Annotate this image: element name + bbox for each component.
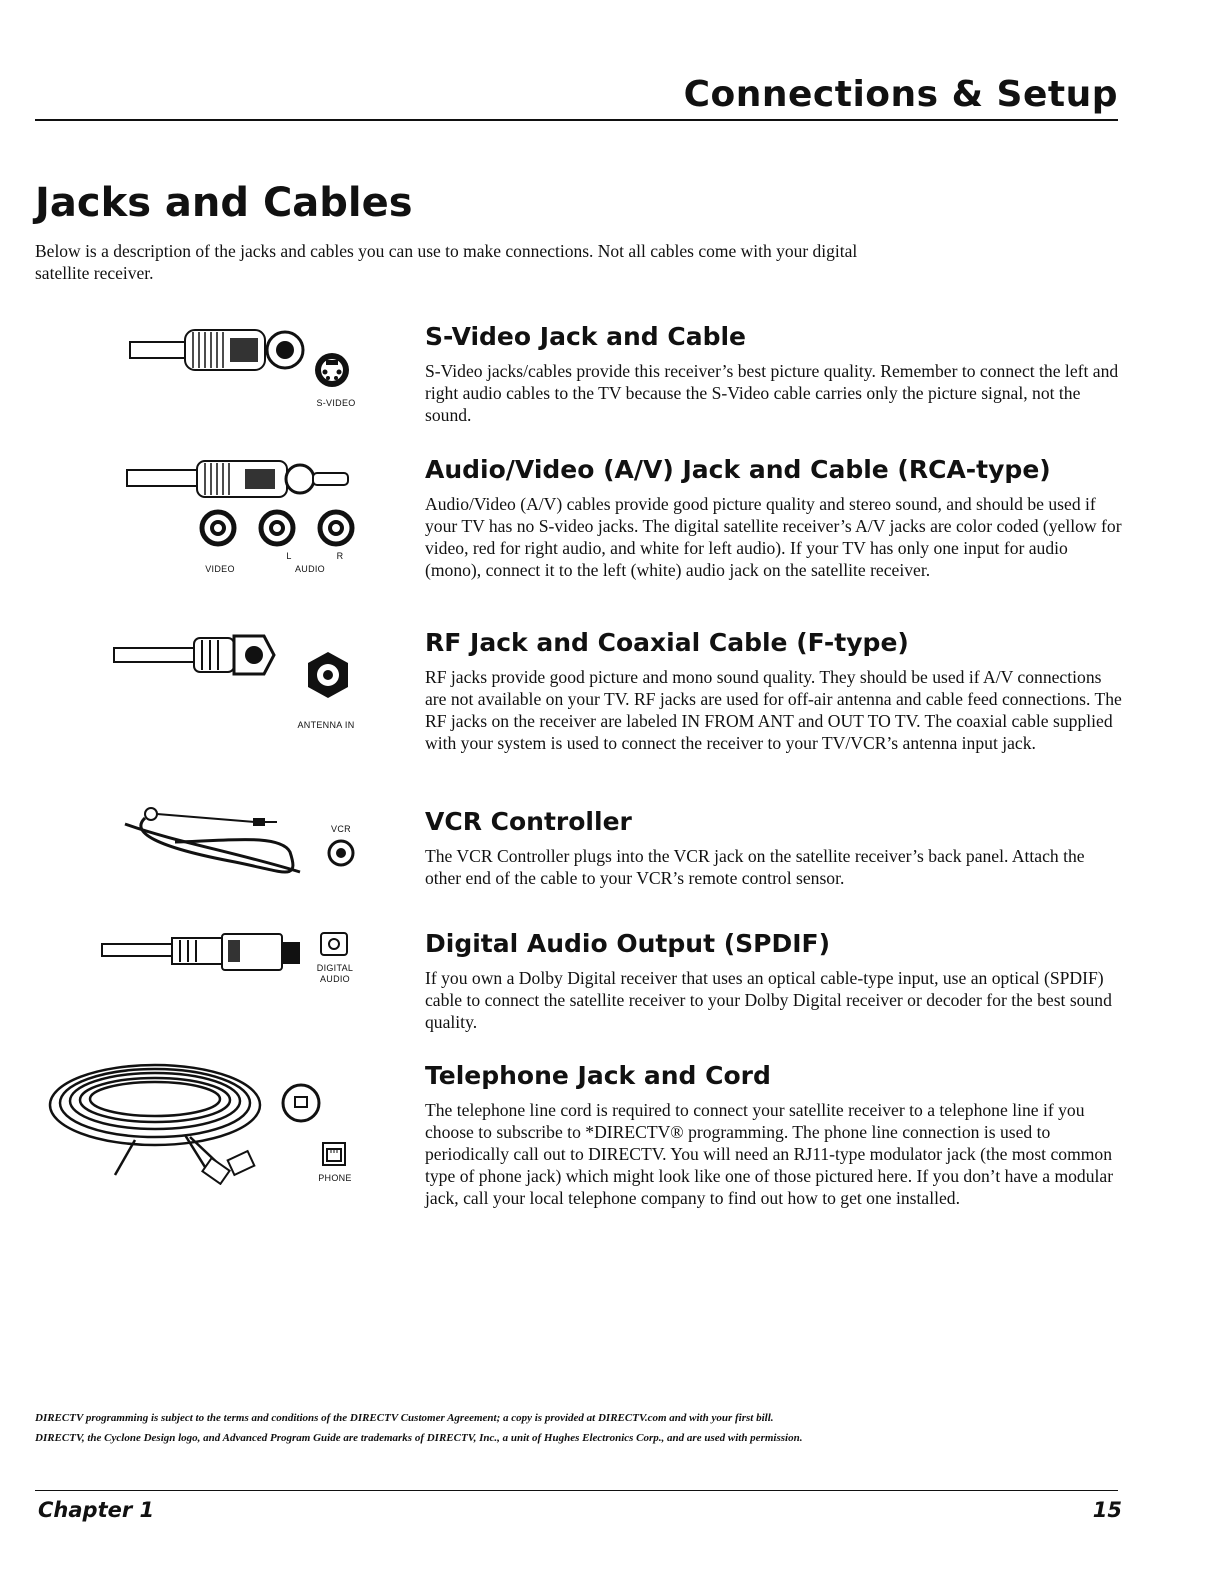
jack-label-vcr: VCR — [331, 824, 351, 834]
section-digital-audio — [425, 929, 1125, 1033]
jack-label-audio-digital: AUDIO — [319, 974, 350, 984]
header-title: Connections & Setup — [683, 74, 1118, 115]
section-s-video — [425, 322, 1125, 426]
section-body: The telephone line cord is required to connect your satellite receiver to a telephone line if you choose to subscribe to *DIRECTV® programming. The phone line connection is used to periodically call out to DIRECTV. You will need an RJ11-type modulator jack (the most common type of phone jack) which might look like one of those pictured here. If you don’t have a modular jack, call your local telephone company to find out how to get one installed. — [425, 1100, 1114, 1208]
digital-audio-jack-icon — [318, 930, 350, 960]
section-av-rca — [425, 455, 1125, 581]
section-title: S-Video Jack and Cable — [425, 322, 746, 351]
section-body: S-Video jacks/cables provide this receiver’s best picture quality. Remember to connect the left and right audio cables to the TV because the S-Video cable carries only the picture signal, not the sound. — [425, 361, 1119, 425]
section-title: VCR Controller — [425, 807, 632, 836]
section-body: RF jacks provide good picture and mono sound quality. They should be used if A/V connections are not available on your TV. RF jacks are used for off-air antenna and cable feed connections. The RF jacks on the receiver are labeled IN FROM ANT and OUT TO TV. The coaxial cable supplied with your system is used to connect the receiver to your TV/VCR’s antenna input jack. — [425, 667, 1122, 753]
jack-label-r: R — [336, 551, 344, 561]
antenna-jack-icon — [303, 650, 353, 700]
telephone-cord-illustration — [35, 1045, 275, 1185]
jack-label-antenna-in: ANTENNA IN — [297, 720, 355, 730]
header-rule — [35, 119, 1118, 121]
vcr-jack-icon — [326, 838, 356, 868]
section-rf-coaxial — [425, 628, 1125, 754]
section-telephone — [425, 1061, 1125, 1209]
s-video-jack-icon — [312, 350, 352, 390]
vcr-controller-cable-illustration — [115, 802, 315, 892]
rca-jack-audio-left-icon — [257, 508, 297, 548]
page-number: 15 — [1092, 1498, 1122, 1522]
jack-label-l: L — [286, 551, 292, 561]
footnote-programming: DIRECTV programming is subject to the terms and conditions of the DIRECTV Customer Agreement; a copy is provided at DIRECTV.com and with your first bill. — [35, 1412, 774, 1424]
footnote-trademarks: DIRECTV, the Cyclone Design logo, and Advanced Program Guide are trademarks of DIRECTV, Inc., a unit of Hughes Electronics Corp., and are used with permission. — [35, 1432, 803, 1444]
section-title: Telephone Jack and Cord — [425, 1061, 771, 1090]
page-title: Jacks and Cables — [35, 180, 413, 226]
jack-label-phone: PHONE — [318, 1173, 352, 1183]
phone-wall-jack-icon — [280, 1082, 322, 1124]
jack-label-digital: DIGITAL — [316, 963, 354, 973]
phone-jack-icon — [320, 1140, 348, 1170]
footer-chapter: Chapter 1 — [38, 1498, 155, 1522]
s-video-cable-illustration — [125, 320, 305, 380]
rca-jack-video-icon — [198, 508, 238, 548]
section-body: Audio/Video (A/V) cables provide good picture quality and stereo sound, and should be used if your TV has no S-video jacks. The digital satellite receiver’s A/V jacks are color coded (yellow for video, red for right audio, and white for left audio). If your TV has only one input for audio (mono), connect it to the left (white) audio jack on the satellite receiver. — [425, 494, 1122, 580]
section-body: If you own a Dolby Digital receiver that uses an optical cable-type input, use an optical (SPDIF) cable to connect the satellite receiver to your Dolby Digital receiver or decoder for the best sound quality. — [425, 968, 1112, 1032]
section-vcr-controller — [425, 807, 1125, 889]
section-title: Audio/Video (A/V) Jack and Cable (RCA-type) — [425, 455, 1051, 484]
jack-label-video: VIDEO — [205, 564, 235, 574]
footer-rule — [35, 1490, 1118, 1491]
section-title: RF Jack and Coaxial Cable (F-type) — [425, 628, 909, 657]
section-body: The VCR Controller plugs into the VCR jack on the satellite receiver’s back panel. Attach the other end of the cable to your VCR’s remote control sensor. — [425, 846, 1085, 888]
jack-label-s-video: S-VIDEO — [316, 398, 356, 408]
rca-cable-illustration — [125, 455, 355, 505]
rca-jack-audio-right-icon — [316, 508, 356, 548]
jack-label-audio: AUDIO — [294, 564, 325, 574]
section-title: Digital Audio Output (SPDIF) — [425, 929, 831, 958]
intro-text: Below is a description of the jacks and cables you can use to make connections. Not all cables come with your digital satellite receiver. — [35, 241, 858, 283]
coaxial-cable-illustration — [110, 630, 290, 680]
optical-cable-illustration — [100, 930, 305, 976]
